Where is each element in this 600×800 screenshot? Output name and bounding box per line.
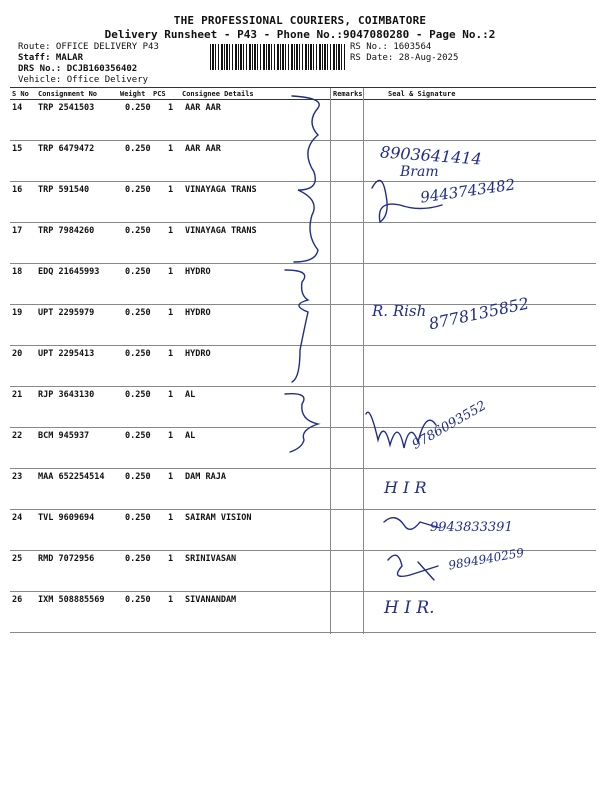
row-pcs: 1 (168, 349, 174, 359)
col-header-seal-signature: Seal & Signature (388, 90, 456, 98)
row-consignment-no: MAA 652254514 (38, 472, 105, 482)
handwritten-phone-6: 9894940259 (447, 545, 525, 573)
row-consignee: VINAYAGA TRANS (185, 226, 257, 236)
col-header-consignee: Consignee Details (182, 90, 254, 98)
col-header-remarks: Remarks (333, 90, 363, 98)
col-header-consignment: Consignment No (38, 90, 98, 98)
row-pcs: 1 (168, 390, 174, 400)
row-sno: 14 (12, 103, 23, 113)
row-sno: 16 (12, 185, 23, 195)
row-weight: 0.250 (125, 267, 151, 277)
handwritten-phone-1: 8903641414 (379, 142, 483, 169)
drs-number: DRS No.: DCJB160356402 (18, 64, 138, 74)
handwritten-name-2: R. Rish (372, 302, 427, 320)
handwritten-hr-1: H I R (384, 478, 427, 497)
row-weight: 0.250 (125, 308, 151, 318)
row-consignee: AL (185, 431, 196, 441)
row-consignee: DAM RAJA (185, 472, 226, 482)
col-header-pcs: PCS (153, 90, 166, 98)
col-header-weight: Weight (120, 90, 146, 98)
row-consignment-no: TRP 2541503 (38, 103, 95, 113)
row-consignment-no: RJP 3643130 (38, 390, 95, 400)
row-sno: 19 (12, 308, 23, 318)
row-pcs: 1 (168, 595, 174, 605)
row-pcs: 1 (168, 308, 174, 318)
row-sno: 21 (12, 390, 23, 400)
row-consignee: HYDRO (185, 349, 211, 359)
row-consignment-no: BCM 945937 (38, 431, 90, 441)
handwritten-hr-2: H I R. (384, 598, 435, 618)
handwritten-name-1: Bram (400, 164, 439, 180)
rs-date: RS Date: 28-Aug-2025 (350, 53, 459, 63)
row-sno: 18 (12, 267, 23, 277)
signature-scribble-4 (388, 555, 438, 580)
row-weight: 0.250 (125, 554, 151, 564)
row-sno: 20 (12, 349, 23, 359)
staff-label: Staff: MALAR (18, 53, 84, 63)
row-weight: 0.250 (125, 226, 151, 236)
row-consignee: HYDRO (185, 308, 211, 318)
row-consignee: AL (185, 390, 196, 400)
row-pcs: 1 (168, 226, 174, 236)
row-consignee: SRINIVASAN (185, 554, 237, 564)
brace-mark-rows-21-22 (285, 394, 318, 452)
row-consignment-no: UPT 2295413 (38, 349, 95, 359)
row-consignee: VINAYAGA TRANS (185, 185, 257, 195)
row-sno: 17 (12, 226, 23, 236)
row-sno: 23 (12, 472, 23, 482)
row-weight: 0.250 (125, 595, 151, 605)
runsheet-subtitle: Delivery Runsheet - P43 - Phone No.:9047080280 - Page No.:2 (104, 28, 496, 41)
row-pcs: 1 (168, 185, 174, 195)
handwritten-phone-2: 9443743482 (419, 175, 517, 207)
row-weight: 0.250 (125, 349, 151, 359)
row-pcs: 1 (168, 472, 174, 482)
row-consignment-no: IXM 508885569 (38, 595, 105, 605)
row-weight: 0.250 (125, 144, 151, 154)
col-header-sno: S No (12, 90, 29, 98)
row-weight: 0.250 (125, 185, 151, 195)
brace-mark-rows-18-20 (285, 270, 308, 382)
row-pcs: 1 (168, 554, 174, 564)
handwritten-phone-4: 9786093552 (409, 398, 489, 453)
row-consignment-no: EDQ 21645993 (38, 267, 100, 277)
row-sno: 15 (12, 144, 23, 154)
row-sno: 26 (12, 595, 23, 605)
row-sno: 25 (12, 554, 23, 564)
row-consignment-no: TRP 591540 (38, 185, 90, 195)
vehicle-label: Vehicle: Office Delivery (18, 75, 149, 85)
row-consignee: SAIRAM VISION (185, 513, 252, 523)
row-consignee: HYDRO (185, 267, 211, 277)
row-consignee: AAR AAR (185, 144, 221, 154)
handwritten-phone-3: 8778135852 (427, 293, 531, 334)
brace-mark-rows-14-17 (292, 96, 319, 262)
row-weight: 0.250 (125, 472, 151, 482)
row-weight: 0.250 (125, 431, 151, 441)
row-consignment-no: TVL 9609694 (38, 513, 95, 523)
row-sno: 24 (12, 513, 23, 523)
row-consignment-no: TRP 6479472 (38, 144, 95, 154)
row-consignee: AAR AAR (185, 103, 221, 113)
row-pcs: 1 (168, 431, 174, 441)
row-weight: 0.250 (125, 513, 151, 523)
row-consignment-no: UPT 2295979 (38, 308, 95, 318)
row-pcs: 1 (168, 267, 174, 277)
row-weight: 0.250 (125, 103, 151, 113)
route-label: Route: OFFICE DELIVERY P43 (18, 42, 159, 52)
row-pcs: 1 (168, 513, 174, 523)
row-pcs: 1 (168, 103, 174, 113)
row-consignment-no: TRP 7984260 (38, 226, 95, 236)
rs-number: RS No.: 1603564 (350, 42, 432, 52)
handwritten-phone-5: 9943833391 (430, 520, 513, 535)
row-pcs: 1 (168, 144, 174, 154)
row-consignment-no: RMD 7072956 (38, 554, 95, 564)
row-weight: 0.250 (125, 390, 151, 400)
row-consignee: SIVANANDAM (185, 595, 237, 605)
company-title: THE PROFESSIONAL COURIERS, COIMBATORE (173, 14, 427, 27)
row-sno: 22 (12, 431, 23, 441)
